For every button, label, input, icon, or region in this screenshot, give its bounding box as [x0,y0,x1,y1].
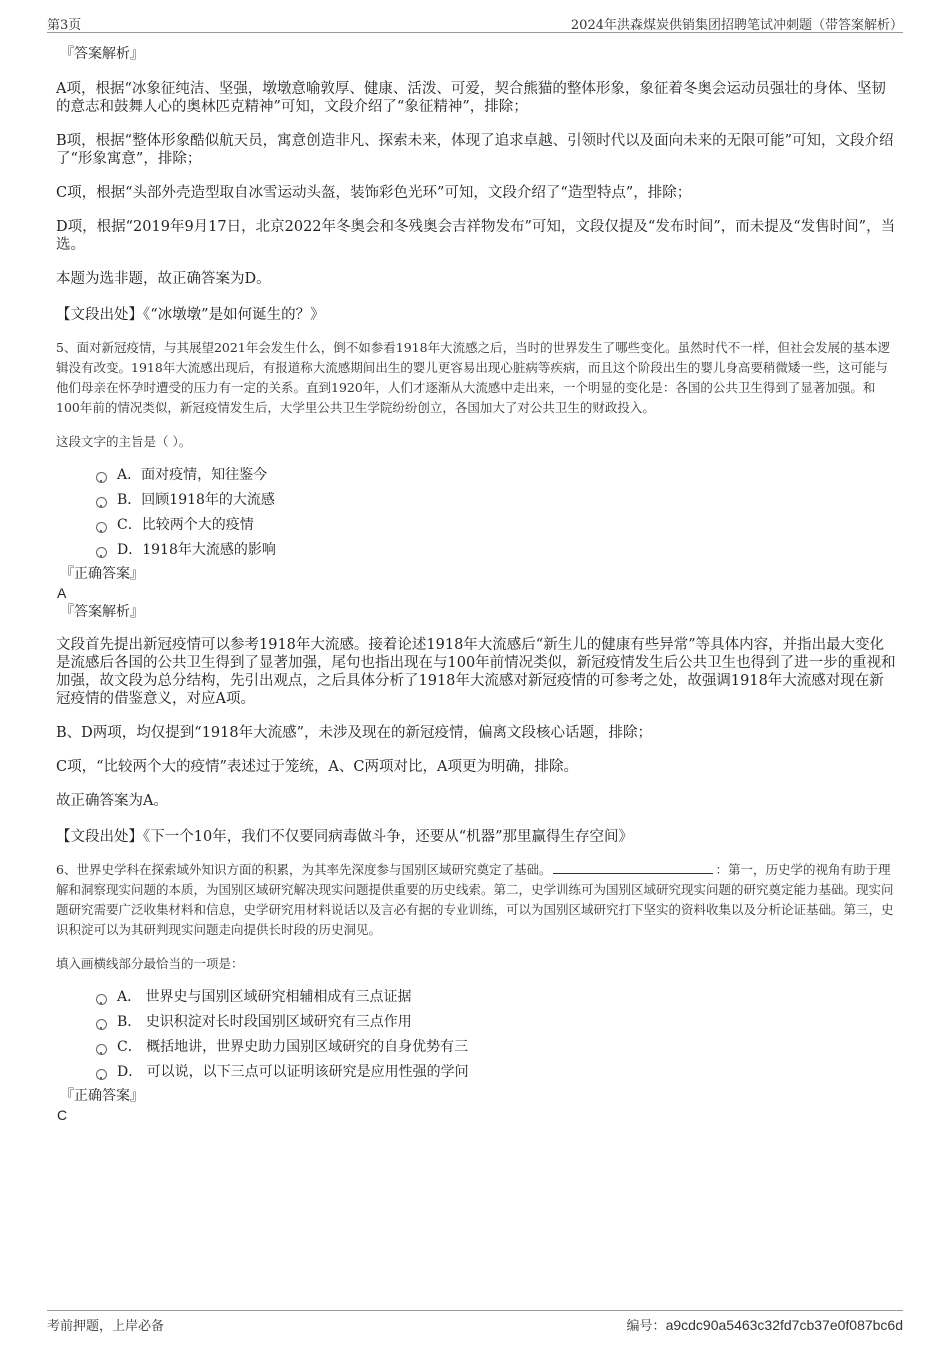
radio-icon[interactable] [96,472,107,483]
document-title: 2024年洪森煤炭供销集团招聘笔试冲刺题（带答案解析） [570,18,903,33]
correct-answer-label: 『正确答案』 [60,566,144,582]
radio-icon[interactable] [96,1019,107,1030]
analysis-label: 『答案解析』 [60,604,144,620]
analysis-paragraph: C项，根据“头部外壳造型取自冰雪运动头盔，装饰彩色光环”可知，文段介绍了“造型特点”，排除； [56,185,692,201]
option-c[interactable]: C． 概括地讲，世界史助力国别区域研究的自身优势有三 [56,1036,896,1061]
fill-blank [553,861,713,874]
analysis-paragraph: D项，根据“2019年9月17日，北京2022年冬奥会和冬残奥会吉祥物发布”可知，文段仅提及“发布时间”，而未提及“发售时间”，当选。 [56,219,896,253]
document-code: 编号：a9cdc90a5463c32fd7cb37e0f087bc6d [626,1317,903,1334]
radio-icon[interactable] [96,547,107,558]
source-citation: 【文段出处】《下一个10年，我们不仅要同病毒做斗争，还要从“机器”那里赢得生存空间》 [56,829,634,845]
options-list [56,464,896,564]
option-b[interactable]: B． 史识积淀对长时段国别区域研究有三点作用 [56,1011,896,1036]
correct-answer: A [57,585,67,601]
footer-slogan: 考前押题，上岸必备 [47,1319,165,1334]
radio-icon[interactable] [96,994,107,1005]
radio-icon[interactable] [96,497,107,508]
question-prompt: 填入画横线部分最恰当的一项是： [56,956,244,971]
analysis-paragraph: B、D两项，均仅提到“1918年大流感”，未涉及现在的新冠疫情，偏离文段核心话题，排除； [56,725,653,741]
question-stem: 5、面对新冠疫情，与其展望2021年会发生什么，倒不如参看1918年大流感之后，当时的世界发生了哪些变化。虽然时代不一样，但社会发展的基本逻辑没有改变。1918年大流感出现后，有报道称大流感期间出生的婴儿更容易出现心脏病等疾病，而且这个阶段出生的婴儿身高要稍微矮一些，这可能与他们母亲在怀孕时遭受的压力有一定的关系。直到1920年，人们才逐渐从大流感中走出来，一个明显的变化是：各国的公共卫生得到了显著加强。和100年前的情况类似，新冠疫情发生后，大学里公共卫生学院纷纷创立，各国加大了对公共卫生的财政投入。 [56,340,891,415]
analysis-paragraph: 文段首先提出新冠疫情可以参考1918年大流感。接着论述1918年大流感后“新生儿的健康有些异常”等具体内容，并指出最大变化是流感后各国的公共卫生得到了显著加强，尾句也指出现在与100年前情况类似，新冠疫情发生后公共卫生也得到了进一步的重视和加强，故文段为总分结构，先引出观点，之后具体分析了1918年大流感对新冠疫情的可参考之处，故强调1918年大流感对现在新冠疫情的借鉴意义，对应A项。 [56,637,896,707]
options-list [56,986,896,1086]
page-header [47,12,903,33]
radio-icon[interactable] [96,522,107,533]
option-d[interactable]: D． 可以说，以下三点可以证明该研究是应用性强的学问 [56,1061,896,1086]
option-d[interactable]: D．1918年大流感的影响 [56,539,896,564]
analysis-label: 『答案解析』 [60,46,144,62]
option-a[interactable]: A．面对疫情，知往鉴今 [56,464,896,489]
page-footer [47,1310,903,1335]
analysis-conclusion: 本题为选非题，故正确答案为D。 [56,271,271,287]
analysis-paragraph: A项，根据“冰象征纯洁、坚强，墩墩意喻敦厚、健康、活泼、可爱，契合熊猫的整体形象，象征着冬奥会运动员强壮的身体、坚韧的意志和鼓舞人心的奥林匹克精神”可知，文段介绍了“象征精神”，排除； [56,81,886,115]
page-number: 第3页 [47,18,82,33]
analysis-paragraph: C项，“比较两个大的疫情”表述过于笼统，A、C两项对比，A项更为明确，排除。 [56,759,578,775]
radio-icon[interactable] [96,1044,107,1055]
option-b[interactable]: B．回顾1918年的大流感 [56,489,896,514]
correct-answer-label: 『正确答案』 [60,1088,144,1104]
analysis-conclusion: 故正确答案为A。 [56,793,168,809]
correct-answer: C [57,1107,68,1123]
option-c[interactable]: C．比较两个大的疫情 [56,514,896,539]
option-a[interactable]: A． 世界史与国别区域研究相辅相成有三点证据 [56,986,896,1011]
source-citation: 【文段出处】《“冰墩墩”是如何诞生的？》 [56,307,325,323]
page-content [56,44,896,1124]
question-prompt: 这段文字的主旨是（ ）。 [56,434,192,449]
analysis-paragraph: B项，根据“整体形象酷似航天员，寓意创造非凡、探索未来，体现了追求卓越、引领时代以及面向未来的无限可能”可知，文段介绍了“形象寓意”，排除； [56,133,894,167]
question-stem: 6、世界史学科在探索域外知识方面的积累，为其率先深度参与国别区域研究奠定了基础。 ：第一，历史学的视角有助于理解和洞察现实问题的本质，为国别区域研究解决现实问题提供重要的历史线索。第二，史学训练可为国别区域研究现实问题的研究奠定能力基础。现实问题研究需要广泛收集材料和信息，史学研究用材料说话以及言必有据的专业训练，可以为国别区域研究打下坚实的资料收集以及分析论证基础。第三，史识积淀可以为其研判现实问题走向提供长时段的历史洞见。 [56,862,894,937]
radio-icon[interactable] [96,1069,107,1080]
